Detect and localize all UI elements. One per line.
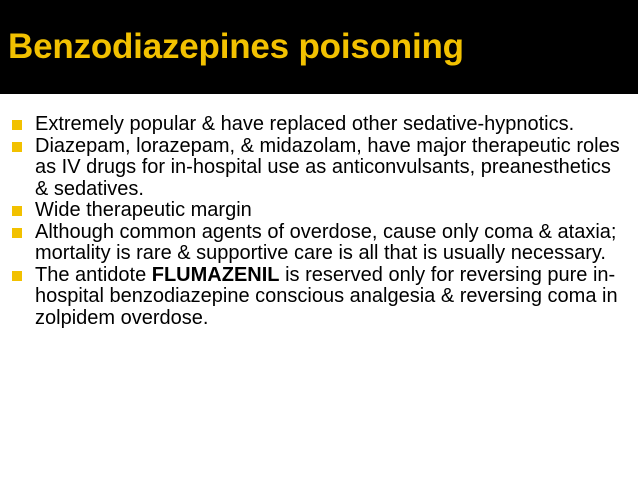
bullet-list (10, 114, 620, 329)
bullet-text (35, 264, 618, 329)
bullet-item (10, 136, 620, 201)
bullet-item (10, 222, 620, 265)
bullet-text-lead: The antidote (35, 263, 152, 286)
square-bullet-icon (12, 120, 22, 130)
antidote-name: FLUMAZENIL (151, 263, 280, 286)
bullet-text: Wide therapeutic margin (35, 199, 252, 221)
bullet-item (10, 114, 620, 136)
bullet-text: Extremely popular & have replaced other sedative-hypnotics. (35, 113, 575, 135)
square-bullet-icon (12, 271, 22, 281)
bullet-text-tail: is reserved only for reversing pure in-hospital benzodiazepine conscious analgesia & reversing coma in zolpidem overdose. (35, 263, 618, 329)
square-bullet-icon (12, 142, 22, 152)
square-bullet-icon (12, 206, 22, 216)
bullet-item (10, 200, 620, 222)
bullet-item (10, 265, 620, 330)
slide-title: Benzodiazepines poisoning (8, 27, 464, 66)
title-bar (0, 0, 638, 94)
square-bullet-icon (12, 228, 22, 238)
bullet-text: Diazepam, lorazepam, & midazolam, have major therapeutic roles as IV drugs for in-hospital use as anticonvulsants, preanesthetics & sedatives. (35, 134, 620, 200)
bullet-text: Although common agents of overdose, cause only coma & ataxia; mortality is rare & supportive care is all that is usually necessary. (35, 220, 617, 264)
